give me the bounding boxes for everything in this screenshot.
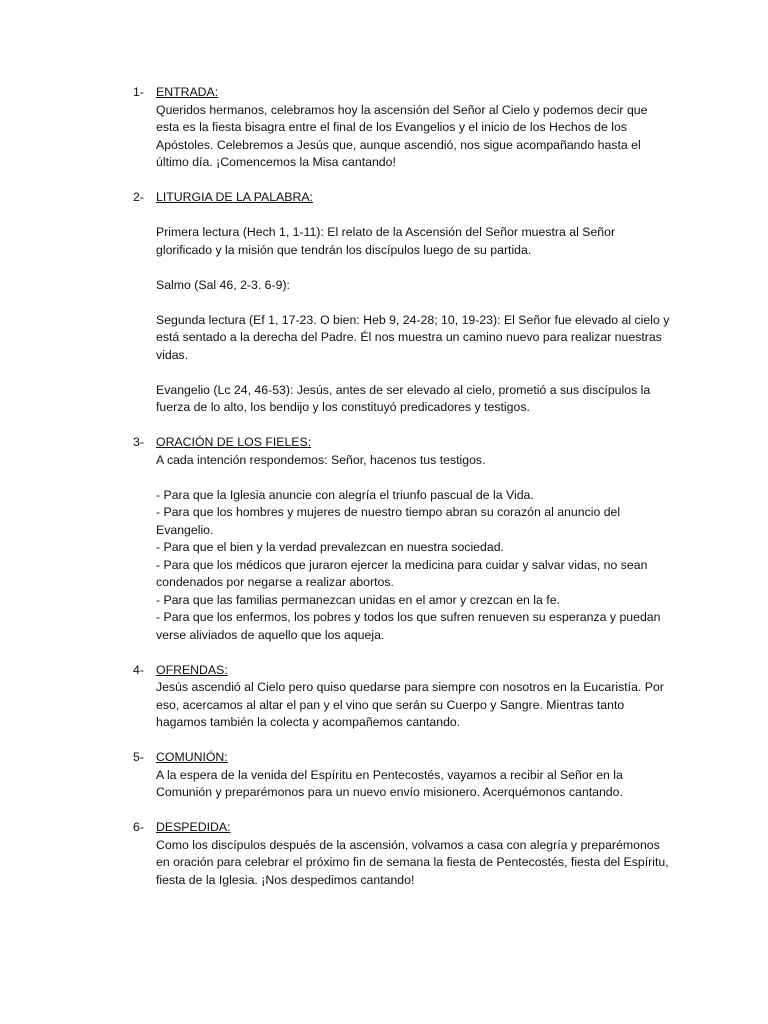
section-liturgia-palabra xyxy=(133,189,673,417)
intention-item: - Para que los médicos que juraron ejercer la medicina para cuidar y salvar vidas, no sean condenados por negarse a realizar abortos. xyxy=(156,557,648,589)
section-number: 3- xyxy=(133,435,144,449)
section-body: A la espera de la venida del Espíritu en Pentecostés, vayamos a recibir al Señor en la Comunión y preparémonos para un nuevo envío misionero. Acerquémonos cantando. xyxy=(156,767,623,799)
reading-primera-lectura: Primera lectura (Hech 1, 1-11): El relato de la Ascensión del Señor muestra al Señor glorificado y la misión que tendrán los discípulos luego de su partida. xyxy=(156,225,616,257)
section-oracion-fieles xyxy=(133,434,673,644)
intention-item: - Para que los hombres y mujeres de nuestro tiempo abran su corazón al anuncio del Evangelio. xyxy=(156,505,621,537)
section-ofrendas xyxy=(133,662,673,732)
section-heading: OFRENDAS: xyxy=(156,662,228,677)
prayer-response-intro: A cada intención respondemos: Señor, hacenos tus testigos. xyxy=(156,452,486,467)
section-heading: ENTRADA: xyxy=(156,85,219,99)
intention-item: - Para que la Iglesia anuncie con alegría el triunfo pascual de la Vida. xyxy=(156,487,534,502)
section-heading: LITURGIA DE LA PALABRA: xyxy=(156,190,313,204)
section-entrada xyxy=(133,84,673,172)
liturgy-guide xyxy=(133,84,673,907)
reading-segunda-lectura: Segunda lectura (Ef 1, 17-23. O bien: Heb 9, 24-28; 10, 19-23): El Señor fue elevado al cielo y está sentado a la derecha del Padre. Él nos muestra un camino nuevo para realizar nuestras vidas. xyxy=(156,312,670,362)
section-heading: ORACIÓN DE LOS FIELES: xyxy=(156,435,312,449)
intention-item: - Para que las familias permanezcan unidas en el amor y crezcan en la fe. xyxy=(156,592,560,607)
intention-item: - Para que los enfermos, los pobres y todos los que sufren renueven su esperanza y puedan verse aliviados de aquello que los aqueja. xyxy=(156,610,661,642)
intention-item: - Para que el bien y la verdad prevalezcan en nuestra sociedad. xyxy=(156,540,504,554)
section-body: Jesús ascendió al Cielo pero quiso quedarse para siempre con nosotros en la Eucaristía. Por eso, acercamos al altar el pan y el vino que serán su Cuerpo y Sangre. Mientras tanto hagamos también la colecta y acompañemos cantando. xyxy=(156,680,664,729)
section-heading: DESPEDIDA: xyxy=(156,820,231,834)
section-number: 5- xyxy=(133,750,144,764)
reading-salmo: Salmo (Sal 46, 2-3. 6-9): xyxy=(156,277,290,292)
section-despedida xyxy=(133,819,673,889)
section-comunion xyxy=(133,749,673,802)
section-body: Queridos hermanos, celebramos hoy la ascensión del Señor al Cielo y podemos decir que esta es la fiesta bisagra entre el final de los Evangelios y el inicio de los Hechos de los Apóstoles. Celebremos a Jesús que, aunque ascendió, nos sigue acompañando hasta el último día. ¡Comencemos la Misa cantando! xyxy=(156,102,648,169)
section-number: 4- xyxy=(133,662,144,677)
section-number: 1- xyxy=(133,85,144,99)
section-body: Como los discípulos después de la ascensión, volvamos a casa con alegría y preparémonos en oración para celebrar el próximo fin de semana la fiesta de Pentecostés, fiesta del Espíritu, fiesta de la Iglesia. ¡Nos despedimos cantando! xyxy=(156,837,669,887)
reading-evangelio: Evangelio (Lc 24, 46-53): Jesús, antes de ser elevado al cielo, prometió a sus discípulos la fuerza de lo alto, los bendijo y los constituyó predicadores y testigos. xyxy=(156,382,651,414)
section-number: 2- xyxy=(133,190,144,204)
section-heading: COMUNIÓN: xyxy=(156,750,228,764)
section-number: 6- xyxy=(133,820,144,834)
